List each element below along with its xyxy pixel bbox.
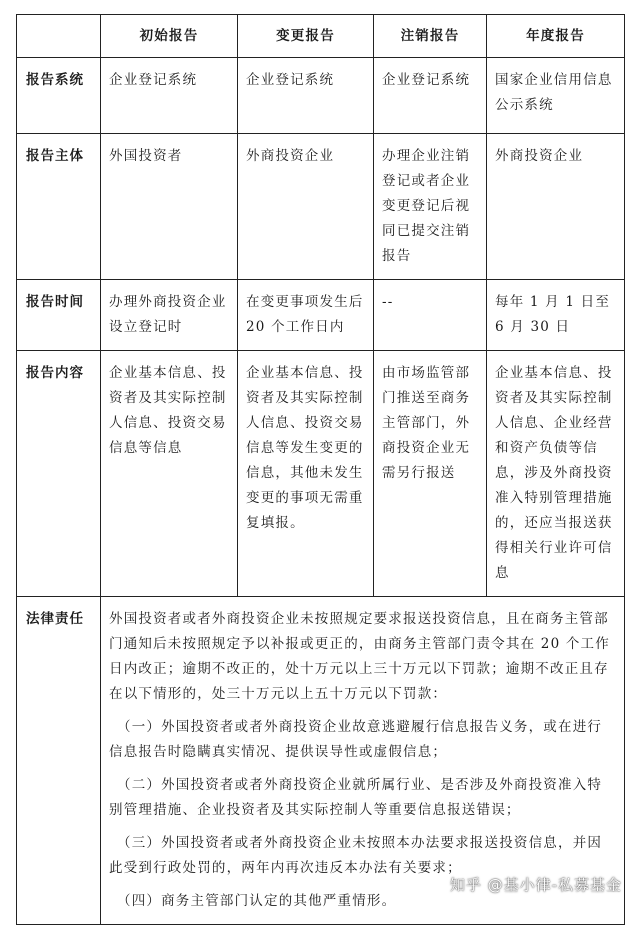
legal-item: （二）外国投资者或者外商投资企业就所属行业、是否涉及外商投资准入特别管理措施、企业投资者及其实际控制人等重要信息报送错误； <box>109 777 603 818</box>
legal-item: （三）外国投资者或者外商投资企业未按照本办法要求报送投资信息，并因此受到行政处罚的，两年内再次违反本办法有关要求； <box>109 835 603 876</box>
zhihu-watermark: 知乎 @基小律-私募基金 <box>449 876 622 894</box>
table-cell: 外商投资企业 <box>238 134 374 280</box>
table-cell: 企业基本信息、投资者及其实际控制人信息、投资交易信息等信息 <box>101 351 238 597</box>
row-label: 报告系统 <box>17 58 101 134</box>
header-initial-report: 初始报告 <box>101 15 238 58</box>
table-cell: 外商投资企业 <box>487 134 625 280</box>
row-label: 报告内容 <box>17 351 101 597</box>
header-change-report: 变更报告 <box>238 15 374 58</box>
legal-item: （一）外国投资者或者外商投资企业故意逃避履行信息报告义务，或在进行信息报告时隐瞒真实情况、提供误导性或虚假信息； <box>109 719 603 760</box>
table-row <box>17 58 625 134</box>
table-cell: 办理企业注销登记或者企业变更登记后视同已提交注销报告 <box>374 134 487 280</box>
table-cell: 每年 1 月 1 日至 6 月 30 日 <box>487 280 625 351</box>
table-cell: 在变更事项发生后 20 个工作日内 <box>238 280 374 351</box>
header-annual-report: 年度报告 <box>487 15 625 58</box>
header-cancellation-report: 注销报告 <box>374 15 487 58</box>
table-cell: 办理外商投资企业设立登记时 <box>101 280 238 351</box>
legal-item: （四）商务主管部门认定的其他严重情形。 <box>117 893 397 909</box>
table-cell: 外国投资者 <box>101 134 238 280</box>
table-cell: 国家企业信用信息公示系统 <box>487 58 625 134</box>
report-comparison-table <box>16 14 625 925</box>
table-row <box>17 351 625 597</box>
row-label: 报告时间 <box>17 280 101 351</box>
row-label: 报告主体 <box>17 134 101 280</box>
table-row <box>17 280 625 351</box>
header-corner <box>17 15 101 58</box>
table-header-row <box>17 15 625 58</box>
table-cell: 企业登记系统 <box>238 58 374 134</box>
table-cell: -- <box>374 280 487 351</box>
row-label: 法律责任 <box>17 597 101 925</box>
legal-intro: 外国投资者或者外商投资企业未按照规定要求报送投资信息，且在商务主管部门通知后未按照规定予以补报或更正的，由商务主管部门责令其在 20 个工作日内改正；逾期不改正的，处十万元以上三十万元以下罚款；逾期不改正且存在以下情形的，处三十万元以上五十万元以下罚款： <box>109 611 610 702</box>
table-cell: 由市场监管部门推送至商务主管部门，外商投资企业无需另行报送 <box>374 351 487 597</box>
table-cell: 企业基本信息、投资者及其实际控制人信息、企业经营和资产负债等信息，涉及外商投资准入特别管理措施的，还应当报送获得相关行业许可信息 <box>487 351 625 597</box>
table-cell: 企业基本信息、投资者及其实际控制人信息、投资交易信息等发生变更的信息，其他未发生变更的事项无需重复填报。 <box>238 351 374 597</box>
table-cell: 企业登记系统 <box>374 58 487 134</box>
table-cell: 企业登记系统 <box>101 58 238 134</box>
table-row <box>17 134 625 280</box>
